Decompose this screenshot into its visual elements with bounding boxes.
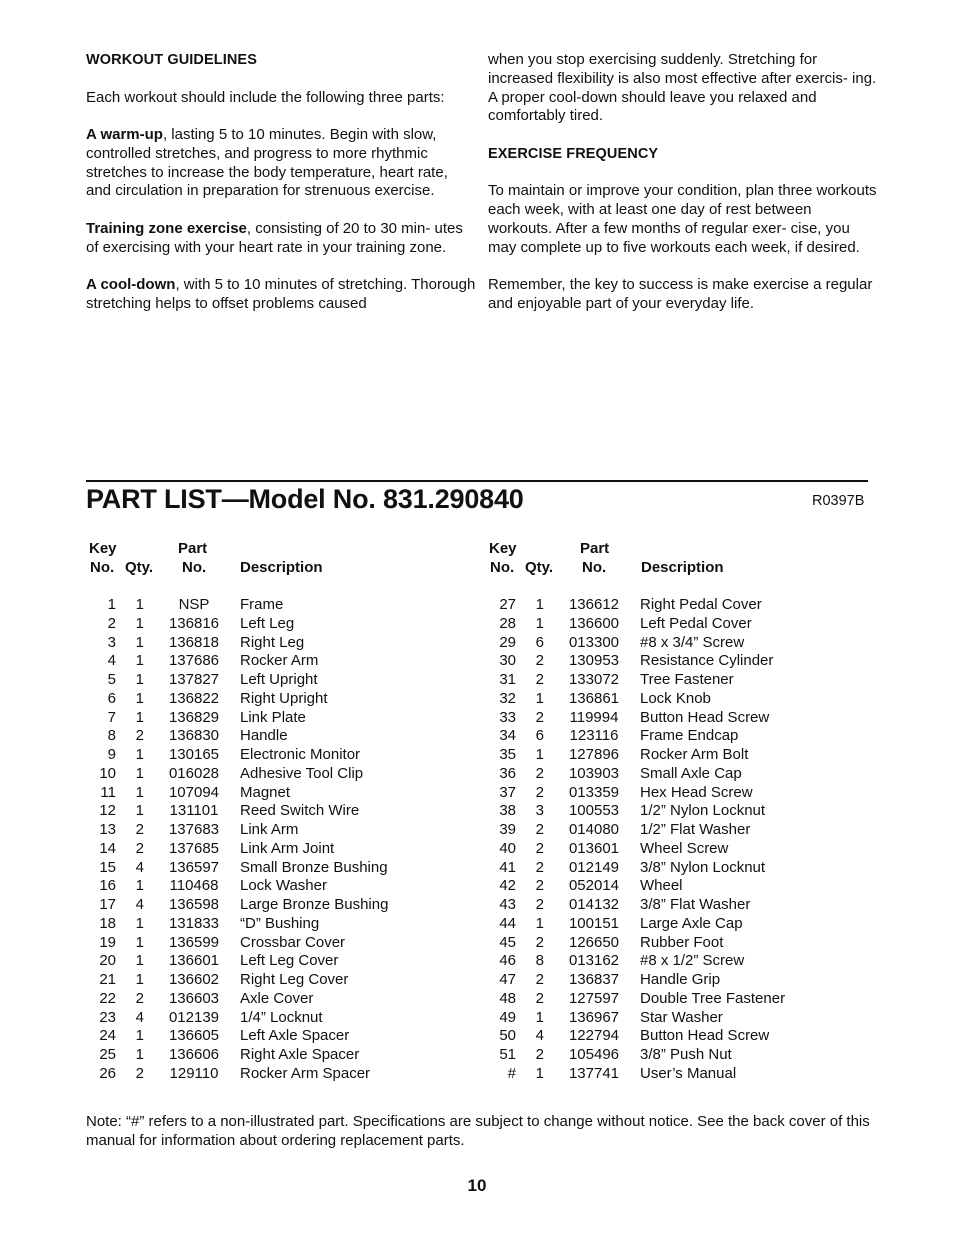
part-key-number: 21	[99, 971, 116, 988]
part-quantity: 2	[535, 971, 544, 988]
table-row	[86, 859, 466, 878]
part-key-number: 20	[99, 952, 116, 970]
part-key-number: 42	[499, 877, 516, 895]
part-key-number: 17	[99, 896, 116, 913]
part-number: 119994	[569, 708, 619, 726]
frequency-column	[488, 51, 878, 332]
part-key-number: 34	[499, 727, 516, 745]
part-number: 136606	[168, 1046, 220, 1063]
part-key-number: 6	[107, 689, 116, 707]
part-quantity: 1	[535, 596, 544, 613]
part-quantity: 2	[535, 877, 544, 895]
part-quantity: 1	[135, 802, 144, 820]
table-row	[86, 934, 466, 953]
part-number: 100553	[568, 802, 620, 820]
part-description: Electronic Monitor	[240, 746, 361, 763]
part-quantity: 2	[535, 839, 544, 857]
table-row	[486, 915, 866, 934]
part-key-number: 12	[99, 802, 116, 820]
part-key-number: 36	[499, 764, 516, 782]
part-number: 107094	[168, 783, 220, 801]
part-description: Double Tree Fastener	[640, 989, 786, 1007]
part-key-number: 15	[99, 858, 116, 876]
part-key-number: 24	[99, 1027, 116, 1045]
table-row	[486, 934, 866, 953]
part-number: 136603	[168, 989, 220, 1007]
table-row	[486, 821, 866, 840]
header-part-bottom: No.	[182, 559, 207, 576]
part-number: 122794	[568, 1027, 620, 1045]
table-row	[86, 652, 466, 671]
part-key-number: 19	[99, 933, 116, 951]
part-quantity: 1	[135, 652, 144, 670]
table-row	[86, 840, 466, 859]
part-description: Frame	[240, 596, 284, 613]
part-number: 136599	[168, 933, 220, 951]
part-quantity: 2	[135, 989, 144, 1007]
part-description: Button Head Screw	[640, 1027, 770, 1045]
part-description: Rocker Arm	[240, 652, 319, 670]
part-key-number: 9	[107, 746, 116, 763]
part-quantity: 1	[135, 933, 144, 951]
part-quantity: 1	[535, 689, 544, 707]
part-key-number: 43	[499, 896, 516, 913]
table-row	[86, 952, 466, 971]
part-quantity: 4	[135, 858, 144, 876]
part-key-number: 49	[499, 1008, 516, 1026]
part-description: Left Pedal Cover	[640, 614, 752, 632]
part-description: #8 x 1/2” Screw	[640, 952, 745, 970]
frequency-paragraph-1: To maintain or improve your condition, plan three workouts each week, with at least one day of rest between workouts. After a few months of regular exer- cise, you may complete up to five workouts each week, if desired.	[488, 182, 877, 256]
part-key-number: 2	[107, 614, 116, 632]
part-number: 130953	[568, 652, 620, 670]
table-row	[486, 765, 866, 784]
table-row	[86, 615, 466, 634]
part-description: Left Leg Cover	[240, 952, 339, 970]
part-number: 136600	[568, 614, 620, 632]
part-key-number: 51	[499, 1046, 516, 1063]
parts-rows-left	[86, 596, 466, 1084]
part-number: 110468	[169, 877, 219, 895]
part-number: 013162	[568, 952, 620, 970]
part-description: Wheel Screw	[640, 839, 729, 857]
table-row	[486, 877, 866, 896]
part-description: Large Bronze Bushing	[240, 896, 389, 913]
table-row	[86, 634, 466, 653]
workout-guidelines-heading: WORKOUT GUIDELINES	[86, 52, 257, 68]
part-quantity: 1	[135, 971, 144, 988]
part-quantity: 6	[535, 727, 544, 745]
part-description: Tree Fastener	[640, 671, 734, 688]
part-number: 131833	[168, 914, 220, 932]
part-key-number: 5	[107, 671, 116, 688]
part-description: Handle	[240, 727, 288, 745]
part-quantity: 2	[135, 821, 144, 838]
table-row	[86, 671, 466, 690]
part-key-number: 37	[499, 783, 516, 801]
part-description: Right Upright	[240, 689, 328, 707]
header-description: Description	[641, 559, 724, 576]
part-key-number: #	[507, 1064, 516, 1082]
part-quantity: 1	[135, 783, 144, 801]
part-number: 136830	[168, 727, 220, 745]
part-number: 136597	[168, 858, 220, 876]
footnote: Note: “#” refers to a non-illustrated part. Specifications are subject to change without notice. See the back cover of this manual for information about ordering replacement parts.	[86, 1113, 870, 1149]
part-key-number: 27	[499, 596, 516, 613]
training-text: , consisting of 20 to 30 min- utes of exercising with your heart rate in your training zone.	[86, 219, 463, 256]
page-number: 10	[467, 1176, 487, 1195]
part-number: 013359	[568, 783, 620, 801]
table-row	[86, 709, 466, 728]
exercise-frequency-heading: EXERCISE FREQUENCY	[488, 145, 659, 162]
header-qty: Qty.	[125, 559, 154, 576]
cooldown-text: , with 5 to 10 minutes of stretching. Thorough stretching helps to offset problems caused	[86, 276, 476, 312]
part-number: 014080	[568, 821, 620, 838]
part-description: Right Axle Spacer	[240, 1046, 360, 1063]
part-quantity: 2	[535, 896, 544, 913]
table-row	[486, 652, 866, 671]
warmup-paragraph	[86, 126, 476, 201]
part-quantity: 1	[135, 614, 144, 632]
part-quantity: 1	[135, 914, 144, 932]
part-key-number: 40	[499, 839, 516, 857]
part-number: 103903	[568, 764, 620, 782]
part-key-number: 14	[99, 839, 116, 857]
table-row	[86, 877, 466, 896]
part-description: Lock Washer	[240, 877, 327, 895]
part-quantity: 8	[535, 952, 544, 970]
table-row	[86, 784, 466, 803]
part-number: 127896	[568, 746, 620, 763]
part-key-number: 3	[107, 633, 116, 651]
part-quantity: 2	[535, 1046, 544, 1063]
parts-rows-right	[486, 596, 866, 1084]
cooldown-term: A cool-down	[86, 276, 176, 293]
cooldown-continuation: when you stop exercising suddenly. Stretching for increased flexibility is also most effective after exercis- ing. A proper cool-down should leave you relaxed and comfortably tired.	[488, 51, 877, 125]
part-description: #8 x 3/4” Screw	[640, 633, 745, 651]
part-key-number: 46	[499, 952, 516, 970]
header-qty: Qty.	[525, 559, 554, 576]
part-quantity: 1	[135, 1027, 144, 1045]
cooldown-paragraph	[86, 276, 476, 314]
part-quantity: 2	[535, 671, 544, 688]
table-row	[486, 746, 866, 765]
part-number: 127597	[568, 989, 620, 1007]
part-number: 052014	[568, 877, 620, 895]
part-quantity: 2	[535, 764, 544, 782]
part-number: 105496	[568, 1046, 620, 1063]
part-quantity: 1	[135, 671, 144, 688]
part-key-number: 11	[100, 783, 116, 801]
part-key-number: 10	[99, 764, 116, 782]
table-row	[86, 727, 466, 746]
part-number: 136612	[568, 596, 620, 613]
part-quantity: 1	[535, 746, 544, 763]
part-key-number: 48	[499, 989, 516, 1007]
part-key-number: 32	[499, 689, 516, 707]
part-number: 131101	[169, 802, 219, 820]
part-number: 014132	[568, 896, 620, 913]
revision-code: R0397B	[812, 493, 865, 509]
table-row	[486, 1027, 866, 1046]
part-number: 136861	[568, 689, 620, 707]
table-row	[486, 615, 866, 634]
table-row	[86, 896, 466, 915]
part-key-number: 25	[99, 1046, 116, 1063]
part-description: Wheel	[640, 877, 683, 895]
part-description: Crossbar Cover	[240, 933, 346, 951]
part-key-number: 50	[499, 1027, 516, 1045]
part-key-number: 29	[499, 633, 516, 651]
header-key-bottom: No.	[90, 559, 115, 576]
part-key-number: 45	[499, 933, 516, 951]
part-quantity: 2	[135, 727, 144, 745]
part-number: 137683	[168, 821, 220, 838]
warmup-term: A warm-up	[86, 126, 163, 143]
part-description: Rocker Arm Bolt	[640, 746, 749, 763]
table-row	[86, 802, 466, 821]
part-description: Small Bronze Bushing	[240, 858, 388, 876]
part-number: 137685	[168, 839, 220, 857]
part-quantity: 1	[135, 877, 144, 895]
part-description: Link Arm	[240, 821, 299, 838]
part-description: Right Leg	[240, 633, 305, 651]
part-key-number: 31	[499, 671, 516, 688]
part-key-number: 7	[107, 708, 116, 726]
part-quantity: 2	[535, 989, 544, 1007]
part-number: 136818	[168, 633, 220, 651]
table-row	[86, 746, 466, 765]
header-part-top: Part	[178, 540, 208, 557]
table-row	[486, 634, 866, 653]
part-number: 130165	[168, 746, 220, 763]
part-description: Lock Knob	[640, 689, 711, 707]
part-quantity: 1	[135, 1046, 144, 1063]
part-number: 012139	[168, 1008, 220, 1026]
part-description: Left Upright	[240, 671, 318, 688]
part-quantity: 2	[535, 783, 544, 801]
part-number: 133072	[568, 671, 620, 688]
parts-table-header	[486, 540, 866, 596]
part-quantity: 1	[535, 1064, 544, 1082]
part-description: Frame Endcap	[640, 727, 739, 745]
part-description: “D” Bushing	[240, 914, 320, 932]
part-description: 3/8” Nylon Locknut	[640, 858, 766, 876]
header-key-top: Key	[89, 540, 117, 557]
part-number: 136602	[168, 971, 220, 988]
part-quantity: 2	[535, 708, 544, 726]
part-description: Left Axle Spacer	[240, 1027, 350, 1045]
part-number: 137827	[168, 671, 220, 688]
table-row	[86, 1046, 466, 1065]
header-key-top: Key	[489, 540, 517, 557]
header-description: Description	[240, 559, 323, 576]
part-quantity: 1	[135, 746, 144, 763]
table-row	[86, 1065, 466, 1084]
table-row	[486, 840, 866, 859]
parts-table-left	[86, 540, 466, 1084]
part-description: 3/8” Push Nut	[640, 1046, 732, 1063]
part-number: 136605	[168, 1027, 220, 1045]
table-row	[86, 1027, 466, 1046]
part-description: Right Pedal Cover	[640, 596, 762, 613]
part-quantity: 3	[535, 802, 544, 820]
part-description: Right Leg Cover	[240, 971, 349, 988]
part-key-number: 44	[499, 914, 516, 932]
table-row	[486, 727, 866, 746]
table-row	[86, 765, 466, 784]
table-row	[86, 596, 466, 615]
part-quantity: 1	[535, 1008, 544, 1026]
training-paragraph	[86, 220, 476, 258]
part-key-number: 16	[99, 877, 116, 895]
table-row	[486, 1046, 866, 1065]
guidelines-column	[86, 51, 476, 332]
part-quantity: 1	[135, 764, 144, 782]
part-key-number: 13	[99, 821, 116, 838]
part-number: 013601	[568, 839, 620, 857]
part-description: Magnet	[240, 783, 291, 801]
part-quantity: 1	[535, 614, 544, 632]
table-row	[486, 690, 866, 709]
part-number: NSP	[178, 596, 210, 613]
part-description: Large Axle Cap	[640, 914, 743, 932]
part-number: 126650	[568, 933, 620, 951]
part-key-number: 41	[499, 858, 516, 876]
header-part-top: Part	[580, 540, 610, 557]
part-number: 136598	[168, 896, 220, 913]
part-key-number: 8	[107, 727, 116, 745]
table-row	[486, 596, 866, 615]
part-description: 1/2” Nylon Locknut	[640, 802, 766, 820]
part-number: 013300	[568, 633, 620, 651]
table-row	[486, 784, 866, 803]
table-row	[486, 952, 866, 971]
table-row	[486, 709, 866, 728]
part-description: Handle Grip	[640, 971, 721, 988]
part-quantity: 1	[135, 689, 144, 707]
part-number: 129110	[169, 1064, 219, 1082]
table-row	[486, 1009, 866, 1028]
part-quantity: 2	[135, 1064, 144, 1082]
part-quantity: 1	[135, 596, 144, 613]
part-key-number: 28	[499, 614, 516, 632]
table-row	[86, 915, 466, 934]
frequency-paragraph-2: Remember, the key to success is make exercise a regular and enjoyable part of your everyday life.	[488, 276, 873, 312]
part-quantity: 1	[535, 914, 544, 932]
part-description: Rubber Foot	[640, 933, 724, 951]
part-quantity: 4	[135, 1008, 144, 1026]
table-row	[486, 802, 866, 821]
part-description: Hex Head Screw	[640, 783, 753, 801]
part-key-number: 33	[499, 708, 516, 726]
part-number: 016028	[168, 764, 220, 782]
part-description: Adhesive Tool Clip	[240, 764, 364, 782]
part-quantity: 4	[535, 1027, 544, 1045]
part-number: 136816	[168, 614, 220, 632]
part-number: 136829	[168, 708, 220, 726]
header-key-bottom: No.	[490, 559, 515, 576]
part-key-number: 23	[99, 1008, 116, 1026]
training-term: Training zone exercise	[86, 219, 247, 237]
table-row	[486, 1065, 866, 1084]
part-key-number: 35	[499, 746, 516, 763]
part-description: Link Plate	[240, 708, 306, 726]
part-key-number: 4	[107, 652, 116, 670]
part-quantity: 6	[535, 633, 544, 651]
part-quantity: 2	[535, 858, 544, 876]
part-number: 136837	[568, 971, 620, 988]
part-key-number: 39	[499, 821, 516, 838]
part-description: Star Washer	[640, 1008, 723, 1026]
part-quantity: 2	[135, 839, 144, 857]
part-number: 136822	[168, 689, 220, 707]
warmup-text: , lasting 5 to 10 minutes. Begin with slow, controlled stretches, and progress to more rhythmic stretches to increase the body temperature, heart rate, and circulation in preparation for strenuous exercise.	[86, 126, 448, 200]
part-key-number: 1	[107, 596, 116, 613]
part-number: 137686	[168, 652, 220, 670]
header-part-bottom: No.	[582, 559, 607, 576]
part-quantity: 2	[535, 933, 544, 951]
part-description: Rocker Arm Spacer	[240, 1064, 371, 1082]
part-description: Reed Switch Wire	[240, 802, 360, 820]
part-key-number: 30	[499, 652, 516, 670]
table-row	[486, 671, 866, 690]
part-description: Link Arm Joint	[240, 839, 335, 857]
part-key-number: 47	[499, 971, 516, 988]
part-description: 1/4” Locknut	[240, 1008, 323, 1026]
part-description: Axle Cover	[240, 989, 314, 1007]
table-row	[86, 971, 466, 990]
part-number: 137741	[568, 1064, 620, 1082]
parts-table-right	[486, 540, 866, 1084]
table-row	[86, 690, 466, 709]
guidelines-intro: Each workout should include the following three parts:	[86, 88, 445, 106]
table-row	[486, 971, 866, 990]
part-key-number: 26	[99, 1064, 116, 1082]
part-description: 1/2” Flat Washer	[640, 821, 751, 838]
part-quantity: 1	[135, 633, 144, 651]
part-description: Left Leg	[240, 614, 295, 632]
part-description: Small Axle Cap	[640, 764, 742, 782]
part-number: 012149	[568, 858, 620, 876]
part-quantity: 1	[135, 952, 144, 970]
part-number: 123116	[569, 727, 619, 745]
part-quantity: 2	[535, 652, 544, 670]
part-description: 3/8” Flat Washer	[640, 896, 751, 913]
part-number: 100151	[568, 914, 620, 932]
table-row	[486, 896, 866, 915]
part-quantity: 2	[535, 821, 544, 838]
table-row	[486, 990, 866, 1009]
part-number: 136967	[568, 1008, 620, 1026]
parts-table-header	[86, 540, 466, 596]
part-quantity: 4	[135, 896, 144, 913]
part-key-number: 38	[499, 802, 516, 820]
table-row	[86, 990, 466, 1009]
part-number: 136601	[168, 952, 220, 970]
part-list-title: PART LIST—Model No. 831.290840	[86, 484, 524, 514]
part-key-number: 22	[99, 989, 116, 1007]
table-row	[86, 1009, 466, 1028]
table-row	[86, 821, 466, 840]
part-quantity: 1	[135, 708, 144, 726]
part-description: Button Head Screw	[640, 708, 770, 726]
part-description: User’s Manual	[640, 1064, 737, 1082]
part-description: Resistance Cylinder	[640, 652, 774, 670]
table-row	[486, 859, 866, 878]
part-key-number: 18	[99, 914, 116, 932]
